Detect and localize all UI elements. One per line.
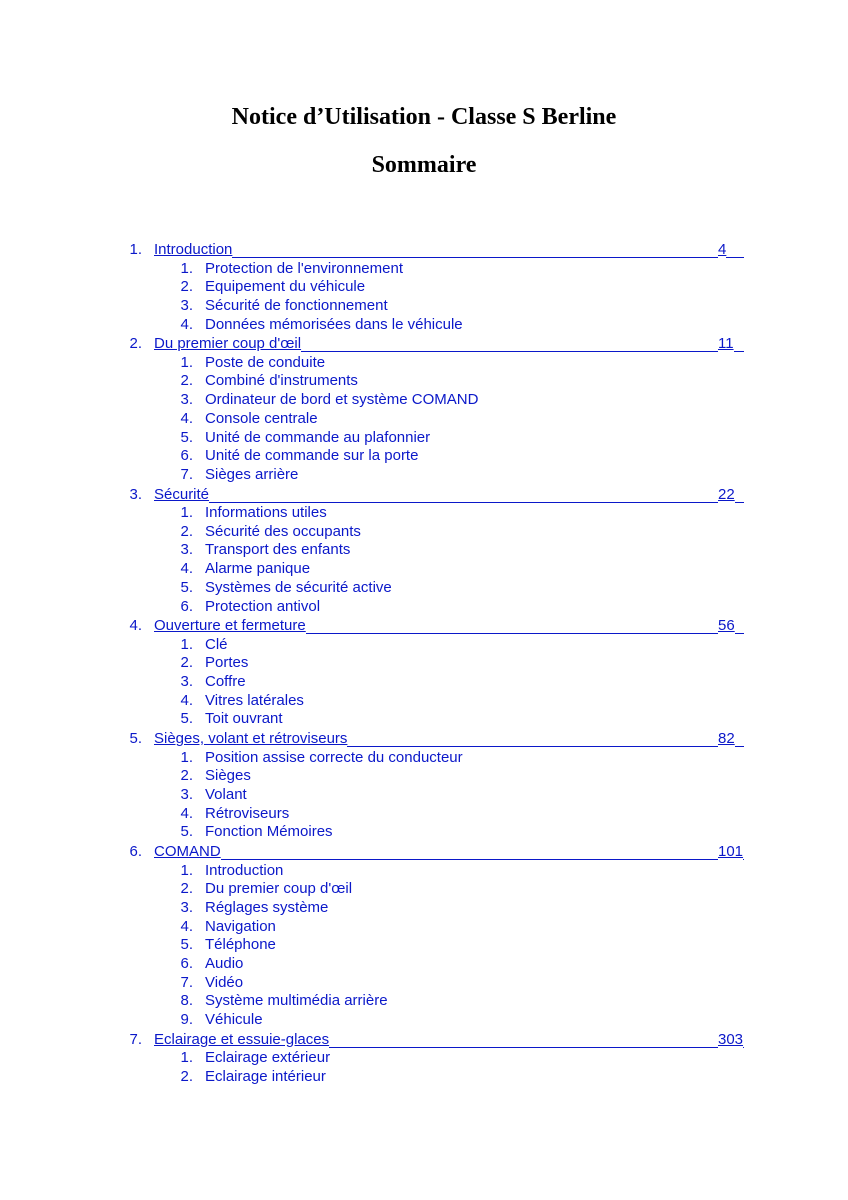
toc-subsection-number: 4.: [180, 560, 193, 578]
toc-subsection-number: 2.: [180, 372, 193, 390]
toc-subsection[interactable]: [0, 692, 848, 711]
toc-subsection[interactable]: [0, 710, 848, 729]
toc-subsection-label[interactable]: Sièges arrière: [205, 465, 299, 483]
toc-section[interactable]: [0, 1030, 848, 1050]
toc-section[interactable]: [0, 240, 848, 260]
toc-subsection-label[interactable]: Sécurité des occupants: [205, 522, 361, 540]
toc-subsection-number: 4.: [180, 315, 193, 333]
toc-subsection-label[interactable]: Informations utiles: [205, 504, 327, 522]
toc-subsection[interactable]: [0, 899, 848, 918]
toc-subsection[interactable]: [0, 992, 848, 1011]
toc-subsection-number: 1.: [180, 353, 193, 371]
toc-subsection-label[interactable]: Vidéo: [205, 973, 244, 991]
toc-page-number[interactable]: 82: [718, 730, 735, 748]
toc-subsection-number: 4.: [180, 409, 193, 427]
toc-subsection[interactable]: [0, 523, 848, 542]
toc-subsection-number: 2.: [180, 654, 193, 672]
toc-subsection[interactable]: [0, 410, 848, 429]
toc-section-number: 5.: [129, 730, 142, 748]
toc-subsection-label[interactable]: Unité de commande au plafonnier: [205, 428, 431, 446]
toc-subsection-number: 5.: [180, 823, 193, 841]
toc-subsection-number: 2.: [180, 767, 193, 785]
toc-subsection-label[interactable]: Alarme panique: [205, 560, 311, 578]
toc-section-link[interactable]: Ouverture et fermeture: [154, 617, 306, 635]
toc-subsection-number: 3.: [180, 786, 193, 803]
toc-leader-line: [154, 240, 744, 258]
toc-section-link[interactable]: Eclairage et essuie-glaces: [154, 1030, 330, 1048]
toc-leader-line: [154, 842, 744, 860]
toc-subsection-number: 8.: [180, 992, 193, 1010]
toc-page-number[interactable]: 303: [718, 1030, 744, 1048]
toc-subsection[interactable]: [0, 767, 848, 786]
document-subtitle: Sommaire: [371, 152, 477, 178]
toc-subsection-label[interactable]: Réglages système: [205, 898, 329, 916]
toc-subsection-label[interactable]: Système multimédia arrière: [205, 992, 388, 1010]
toc-subsection-number: 6.: [180, 447, 193, 465]
toc-section-link[interactable]: Du premier coup d'œil: [154, 335, 302, 353]
toc-subsection-label[interactable]: Console centrale: [205, 409, 318, 427]
toc-subsection-label[interactable]: Transport des enfants: [205, 541, 351, 559]
toc-subsection-label[interactable]: Fonction Mémoires: [205, 823, 333, 841]
toc-subsection-number: 3.: [180, 673, 193, 691]
toc-page-number[interactable]: 101: [718, 843, 744, 861]
toc-section-link[interactable]: Introduction: [154, 241, 233, 258]
toc-subsection-label[interactable]: Combiné d'instruments: [205, 372, 358, 390]
toc-subsection-number: 2.: [180, 1067, 193, 1085]
toc-subsection[interactable]: [0, 955, 848, 974]
toc-subsection-label[interactable]: Téléphone: [205, 936, 276, 954]
toc-page-number[interactable]: 56: [718, 617, 735, 635]
toc-section[interactable]: [0, 616, 848, 636]
toc-subsection-number: 6.: [180, 597, 193, 615]
toc-page-number[interactable]: 22: [718, 485, 735, 503]
toc-subsection[interactable]: [0, 673, 848, 692]
toc-subsection-number: 1.: [180, 861, 193, 879]
toc-subsection[interactable]: [0, 936, 848, 955]
toc-subsection[interactable]: [0, 579, 848, 598]
toc-section-number: 4.: [129, 617, 142, 635]
toc-subsection-label[interactable]: Volant: [205, 786, 247, 803]
toc-section[interactable]: [0, 334, 848, 354]
toc-subsection-label[interactable]: Ordinateur de bord et système COMAND: [205, 391, 479, 409]
toc-subsection-label[interactable]: Equipement du véhicule: [205, 278, 366, 296]
toc-subsection-label[interactable]: Coffre: [205, 673, 246, 691]
toc-subsection-label[interactable]: Du premier coup d'œil: [205, 880, 353, 898]
toc-subsection[interactable]: [0, 504, 848, 523]
toc-subsection-number: 3.: [180, 391, 193, 409]
toc-subsection[interactable]: [0, 316, 848, 335]
toc-subsection[interactable]: [0, 1011, 848, 1030]
toc-subsection-number: 1.: [180, 259, 193, 277]
toc-subsection[interactable]: [0, 598, 848, 617]
toc-subsection[interactable]: [0, 447, 848, 466]
toc-section-number: 1.: [129, 241, 142, 258]
toc-subsection-number: 2.: [180, 880, 193, 898]
toc-section-number: 3.: [129, 485, 142, 503]
toc-subsection-label[interactable]: Vitres latérales: [205, 691, 304, 709]
toc-subsection-number: 1.: [180, 504, 193, 522]
toc-subsection-number: 3.: [180, 296, 193, 314]
toc-subsection-number: 5.: [180, 578, 193, 596]
toc-subsection-label[interactable]: Position assise correcte du conducteur: [205, 748, 463, 766]
toc-subsection-number: 2.: [180, 278, 193, 296]
toc-leader-line: [154, 485, 744, 503]
toc-subsection[interactable]: [0, 823, 848, 842]
toc-subsection[interactable]: [0, 786, 848, 805]
toc-subsection-label[interactable]: Protection de l'environnement: [205, 259, 403, 277]
toc-section-number: 7.: [129, 1030, 142, 1048]
toc-subsection-number: 4.: [180, 691, 193, 709]
toc-subsection-label[interactable]: Introduction: [205, 861, 284, 879]
toc-subsection[interactable]: [0, 297, 848, 316]
toc-subsection[interactable]: [0, 974, 848, 993]
toc-subsection-label[interactable]: Clé: [205, 635, 228, 653]
toc-subsection-number: 1.: [180, 748, 193, 766]
toc-subsection-number: 1.: [180, 635, 193, 653]
toc-subsection-label[interactable]: Rétroviseurs: [205, 804, 290, 822]
toc-subsection[interactable]: [0, 805, 848, 824]
toc-subsection-label[interactable]: Audio: [205, 955, 244, 972]
toc-section[interactable]: [0, 842, 848, 862]
toc-subsection-label[interactable]: Navigation: [205, 917, 276, 935]
toc-section-number: 2.: [129, 335, 142, 353]
toc-section-link[interactable]: Sécurité: [154, 485, 210, 503]
toc-subsection-number: 5.: [180, 428, 193, 446]
toc-subsection-number: 5.: [180, 936, 193, 954]
toc-subsection[interactable]: [0, 560, 848, 579]
toc-subsection[interactable]: [0, 636, 848, 655]
toc-page-number[interactable]: 11: [718, 335, 734, 353]
toc-subsection-label[interactable]: Toit ouvrant: [205, 710, 283, 728]
toc-subsection-label[interactable]: Poste de conduite: [205, 353, 326, 371]
toc-subsection-label[interactable]: Eclairage intérieur: [205, 1067, 326, 1085]
table-of-contents: [0, 240, 848, 1087]
toc-subsection-number: 4.: [180, 804, 193, 822]
toc-subsection[interactable]: [0, 372, 848, 391]
toc-section-link[interactable]: COMAND: [154, 843, 221, 861]
toc-subsection-label[interactable]: Sièges: [205, 767, 251, 785]
toc-subsection-label[interactable]: Véhicule: [205, 1011, 263, 1029]
toc-section[interactable]: [0, 485, 848, 505]
toc-subsection-label[interactable]: Systèmes de sécurité active: [205, 578, 392, 596]
toc-subsection[interactable]: [0, 391, 848, 410]
toc-subsection[interactable]: [0, 880, 848, 899]
toc-subsection-number: 3.: [180, 541, 193, 559]
toc-subsection[interactable]: [0, 429, 848, 448]
toc-subsection-number: 2.: [180, 522, 193, 540]
toc-subsection[interactable]: [0, 466, 848, 485]
toc-subsection-number: 3.: [180, 898, 193, 916]
toc-subsection-number: 7.: [180, 465, 193, 483]
toc-subsection-label[interactable]: Eclairage extérieur: [205, 1049, 331, 1067]
toc-section-link[interactable]: Sièges, volant et rétroviseurs: [154, 730, 348, 748]
toc-subsection[interactable]: [0, 260, 848, 279]
toc-subsection-number: 7.: [180, 973, 193, 991]
toc-subsection-label[interactable]: Portes: [205, 654, 249, 672]
document-title: Notice d’Utilisation - Classe S Berline: [231, 104, 617, 130]
toc-subsection-label[interactable]: Sécurité de fonctionnement: [205, 296, 388, 314]
toc-section[interactable]: [0, 729, 848, 749]
toc-subsection-number: 9.: [180, 1011, 193, 1029]
toc-subsection-label[interactable]: Unité de commande sur la porte: [205, 447, 419, 465]
toc-subsection-number: 5.: [180, 710, 193, 728]
toc-subsection-label[interactable]: Protection antivol: [205, 597, 321, 615]
toc-subsection-number: 1.: [180, 1049, 193, 1067]
toc-subsection-number: 4.: [180, 917, 193, 935]
toc-subsection[interactable]: [0, 541, 848, 560]
toc-subsection-number: 6.: [180, 955, 193, 972]
toc-subsection[interactable]: [0, 749, 848, 768]
toc-subsection[interactable]: [0, 862, 848, 881]
toc-subsection[interactable]: [0, 354, 848, 373]
toc-subsection[interactable]: [0, 918, 848, 937]
toc-subsection[interactable]: [0, 1068, 848, 1087]
toc-subsection[interactable]: [0, 1049, 848, 1068]
toc-page-number[interactable]: 4: [718, 241, 727, 258]
toc-subsection-label[interactable]: Données mémorisées dans le véhicule: [205, 315, 463, 333]
toc-section-number: 6.: [129, 843, 142, 861]
toc-subsection[interactable]: [0, 654, 848, 673]
toc-subsection[interactable]: [0, 278, 848, 297]
